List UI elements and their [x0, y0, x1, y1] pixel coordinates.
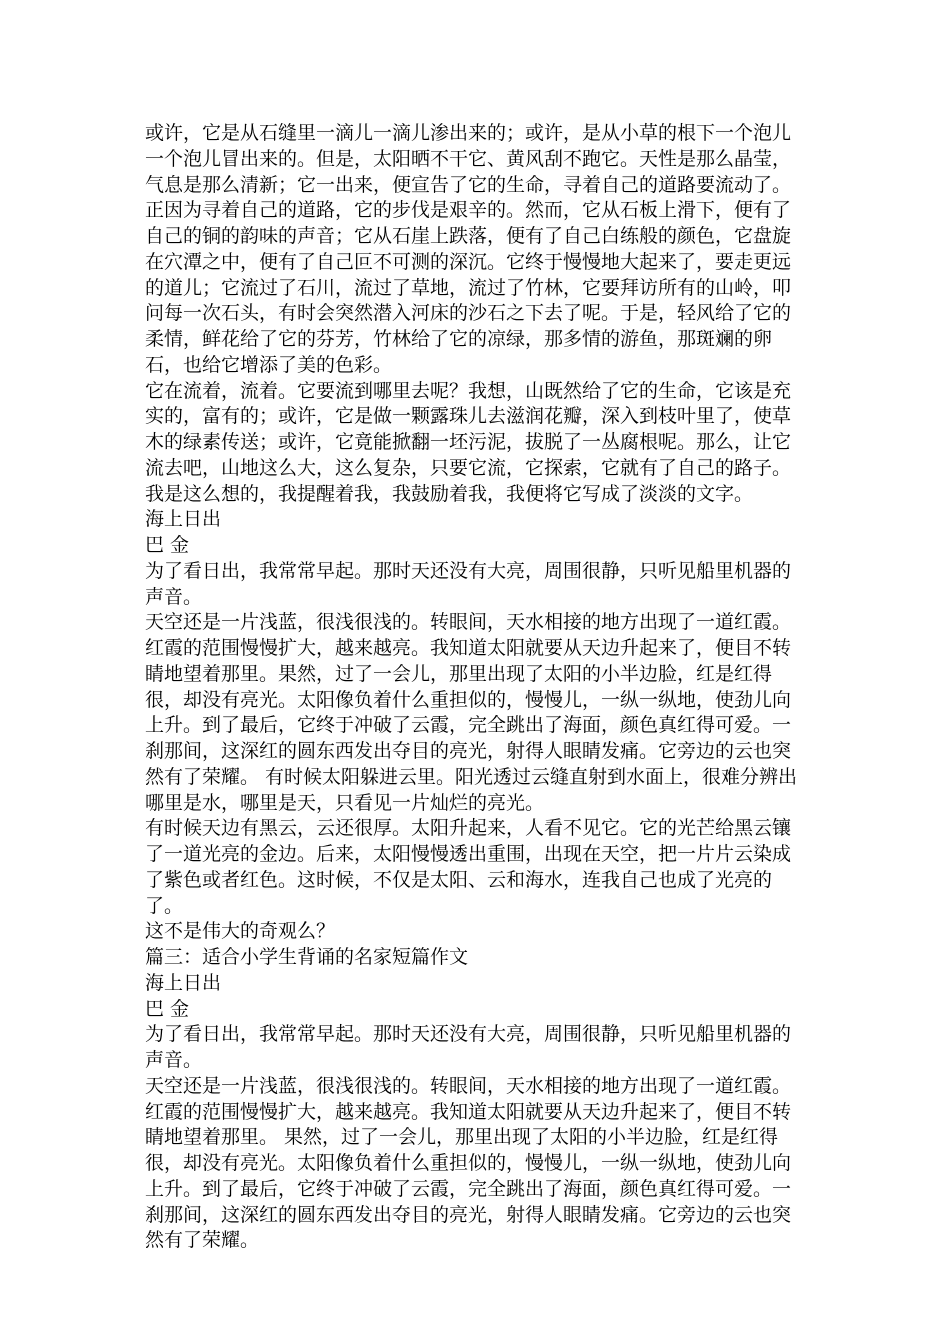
- text-line: 石，也给它增添了美的色彩。: [145, 353, 393, 376]
- text-line: 声音。: [145, 585, 203, 608]
- text-line: 声音。: [145, 1049, 203, 1071]
- text-line: 正因为寻着自己的道路，它的步伐是艰辛的。然而，它从石板上滑下，便有了: [145, 199, 792, 222]
- text-line: 哪里是水，哪里是天，只看见一片灿烂的亮光。: [145, 791, 545, 814]
- text-line: 红霞的范围慢慢扩大，越来越亮。我知道太阳就要从天边升起来了，便目不转: [145, 637, 792, 659]
- section-title: 海上日出: [145, 508, 222, 531]
- text-line: 睛地望着那里。果然，过了一会儿，那里出现了太阳的小半边脸，红是红得: [145, 662, 773, 685]
- text-line: 实的，富有的；或许，它是做一颗露珠儿去滋润花瓣，深入到枝叶里了，使草: [145, 405, 792, 428]
- author-name: 巴 金: [145, 997, 190, 1020]
- text-line: 刹那间，这深红的圆东西发出夺目的亮光，射得人眼睛发痛。它旁边的云也突: [145, 740, 792, 762]
- text-line: 气息是那么清新；它一出来，便宣告了它的生命，寻着自己的道路要流动了。: [145, 173, 792, 196]
- text-line: 了紫色或者红色。这时候，不仅是太阳、云和海水，连我自己也成了光亮的: [145, 868, 773, 891]
- text-line: 刹那间，这深红的圆东西发出夺目的亮光，射得人眼睛发痛。它旁边的云也突: [145, 1203, 792, 1226]
- text-line: 流去吧，山地这么大，这么复杂，只要它流，它探索，它就有了自己的路子。: [145, 456, 792, 479]
- text-line: 上升。到了最后，它终于冲破了云霞，完全跳出了海面，颜色真红得可爱。一: [145, 714, 792, 737]
- text-line: 在穴潭之中，便有了自己叵不可测的深沉。它终于慢慢地大起来了，要走更远: [145, 250, 792, 273]
- text-line: 很，却没有亮光。太阳像负着什么重担似的，慢慢儿，一纵一纵地，使劲儿向: [145, 1152, 792, 1174]
- text-line: 为了看日出，我常常早起。那时天还没有大亮，周围很静，只听见船里机器的: [145, 559, 792, 582]
- text-line: 它在流着，流着。它要流到哪里去呢？我想，山既然给了它的生命，它该是充: [145, 379, 792, 402]
- text-line: 这不是伟大的奇观么？: [145, 920, 336, 943]
- text-line: 问每一次石头，有时会突然潜入河床的沙石之下去了呢。于是，轻风给了它的: [145, 302, 792, 325]
- text-line: 然有了荣耀。 有时候太阳躲进云里。阳光透过云缝直射到水面上，很难分辨出: [145, 765, 798, 788]
- text-line: 天空还是一片浅蓝，很浅很浅的。转眼间，天水相接的地方出现了一道红霞。: [145, 1074, 792, 1097]
- text-line: 木的绿素传送；或许，它竟能掀翻一坯污泥，拔脱了一丛腐根呢。那么，让它: [145, 431, 792, 453]
- text-line: 柔情，鲜花给了它的芬芳，竹林给了它的凉绿，那多情的游鱼，那斑斓的卵: [145, 328, 773, 350]
- text-line: 有时候天边有黑云，云还很厚。太阳升起来，人看不见它。它的光芒给黑云镶: [145, 817, 792, 840]
- document-body: [145, 121, 810, 1254]
- text-line: 然有了荣耀。: [145, 1229, 260, 1252]
- text-line: 的道儿；它流过了石川，流过了草地，流过了竹林，它要拜访所有的山岭，叩: [145, 276, 792, 299]
- text-line: 睛地望着那里。 果然，过了一会儿，那里出现了太阳的小半边脸，红是红得: [145, 1126, 779, 1149]
- author-name: 巴 金: [145, 534, 190, 556]
- text-line: 为了看日出，我常常早起。那时天还没有大亮，周围很静，只听见船里机器的: [145, 1023, 792, 1046]
- text-line: 一个泡儿冒出来的。但是，太阳晒不干它、黄风刮不跑它。天性是那么晶莹，: [145, 147, 792, 170]
- text-line: 了。: [145, 894, 184, 917]
- text-line: 或许，它是从石缝里一滴儿一滴儿渗出来的；或许，是从小草的根下一个泡儿: [145, 122, 792, 144]
- text-line: 很，却没有亮光。太阳像负着什么重担似的，慢慢儿，一纵一纵地，使劲儿向: [145, 688, 792, 711]
- text-line: 了一道光亮的金边。后来，太阳慢慢透出重围，出现在天空，把一片片云染成: [145, 843, 792, 865]
- section-title: 海上日出: [145, 971, 222, 994]
- text-line: 上升。到了最后，它终于冲破了云霞，完全跳出了海面，颜色真红得可爱。一: [145, 1177, 792, 1200]
- chapter-heading: 篇三：适合小学生背诵的名家短篇作文: [145, 946, 469, 968]
- text-line: 天空还是一片浅蓝，很浅很浅的。转眼间，天水相接的地方出现了一道红霞。: [145, 611, 792, 634]
- text-line: 我是这么想的，我提醒着我，我鼓励着我，我便将它写成了淡淡的文字。: [145, 482, 754, 505]
- text-line: 自己的铜的韵味的声音；它从石崖上跌落，便有了自己白练般的颜色，它盘旋: [145, 225, 792, 247]
- text-line: 红霞的范围慢慢扩大，越来越亮。我知道太阳就要从天边升起来了，便目不转: [145, 1100, 792, 1123]
